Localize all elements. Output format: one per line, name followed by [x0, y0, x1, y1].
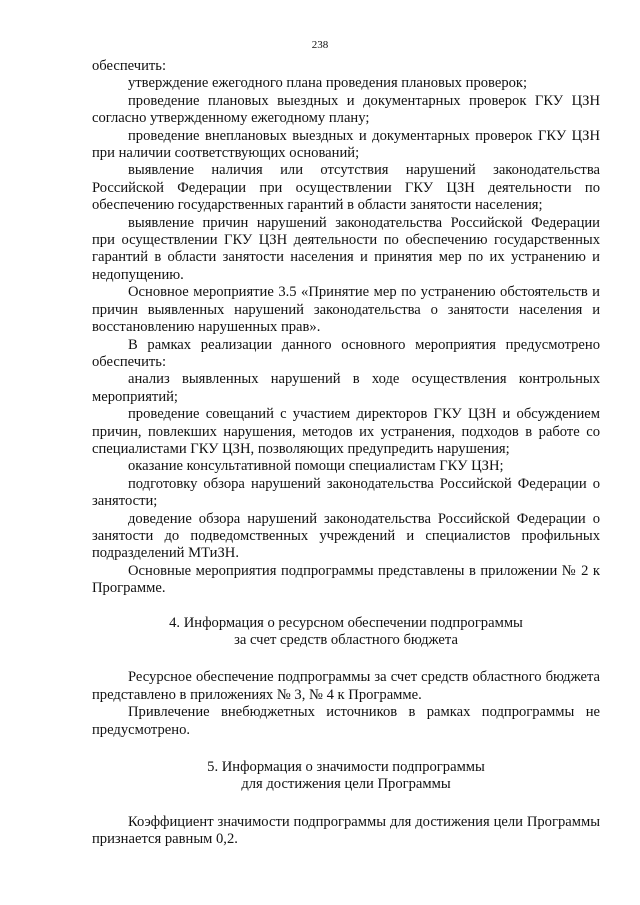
paragraph: Основное мероприятие 3.5 «Принятие мер по устранению обстоятельств и причин выявленных нарушений законодательства о занятости населения и восстановлению нарушенных прав». [92, 284, 600, 336]
paragraph: проведение совещаний с участием директоров ГКУ ЦЗН и обсуждением причин, повлекших нарушения, методов их устранения, подходов в работе со специалистами ГКУ ЦЗН, позволяющих предупредить нарушения; [92, 406, 600, 457]
paragraph: оказание консультативной помощи специалистам ГКУ ЦЗН; [128, 458, 504, 475]
paragraph: проведение плановых выездных и документарных проверок ГКУ ЦЗН согласно утвержденному ежегодному плану; [92, 92, 600, 127]
section-4-heading-line-2: за счет средств областного бюджета [234, 632, 458, 648]
document-body [92, 58, 600, 849]
paragraph: доведение обзора нарушений законодательства Российской Федерации о занятости до подведомственных учреждений и специалистов профильных подразделений МТиЗН. [92, 510, 600, 562]
paragraph: Привлечение внебюджетных источников в рамках подпрограммы не предусмотрено. [92, 704, 600, 738]
paragraph: утверждение ежегодного плана проведения плановых проверок; [128, 75, 528, 92]
paragraph: Коэффициент значимости подпрограммы для достижения цели Программы признается равным 0,2. [92, 813, 600, 848]
paragraph: выявление наличия или отсутствия нарушений законодательства Российской Федерации при осуществлении ГКУ ЦЗН деятельности по обеспечению государственных гарантий в области занятости населения; [92, 162, 600, 214]
paragraph: подготовку обзора нарушений законодательства Российской Федерации о занятости; [92, 475, 600, 510]
paragraph: Основные мероприятия подпрограммы представлены в приложении № 2 к Программе. [92, 562, 600, 597]
paragraph: выявление причин нарушений законодательства Российской Федерации при осуществлении ГКУ ЦЗН деятельности по обеспечению государственных гарантий в области занятости населения и принятия мер по их устранению и недопущению. [92, 214, 600, 283]
page-number: 238 [311, 39, 329, 51]
section-4-heading-line-1: 4. Информация о ресурсном обеспечении подпрограммы [169, 614, 523, 631]
paragraph: В рамках реализации данного основного мероприятия предусмотрено обеспечить: [92, 336, 600, 370]
section-5-heading-line-1: 5. Информация о значимости подпрограммы [207, 759, 485, 776]
section-5-heading-line-2: для достижения цели Программы [241, 776, 451, 793]
paragraph: проведение внеплановых выездных и документарных проверок ГКУ ЦЗН при наличии соответствующих оснований; [92, 127, 600, 162]
section-5-heading [92, 759, 600, 794]
paragraph: обеспечить: [92, 58, 167, 74]
paragraph: Ресурсное обеспечение подпрограммы за счет средств областного бюджета представлено в приложениях № 3, № 4 к Программе. [92, 669, 600, 703]
section-4-heading [92, 615, 600, 650]
paragraph: анализ выявленных нарушений в ходе осуществления контрольных мероприятий; [92, 371, 600, 405]
